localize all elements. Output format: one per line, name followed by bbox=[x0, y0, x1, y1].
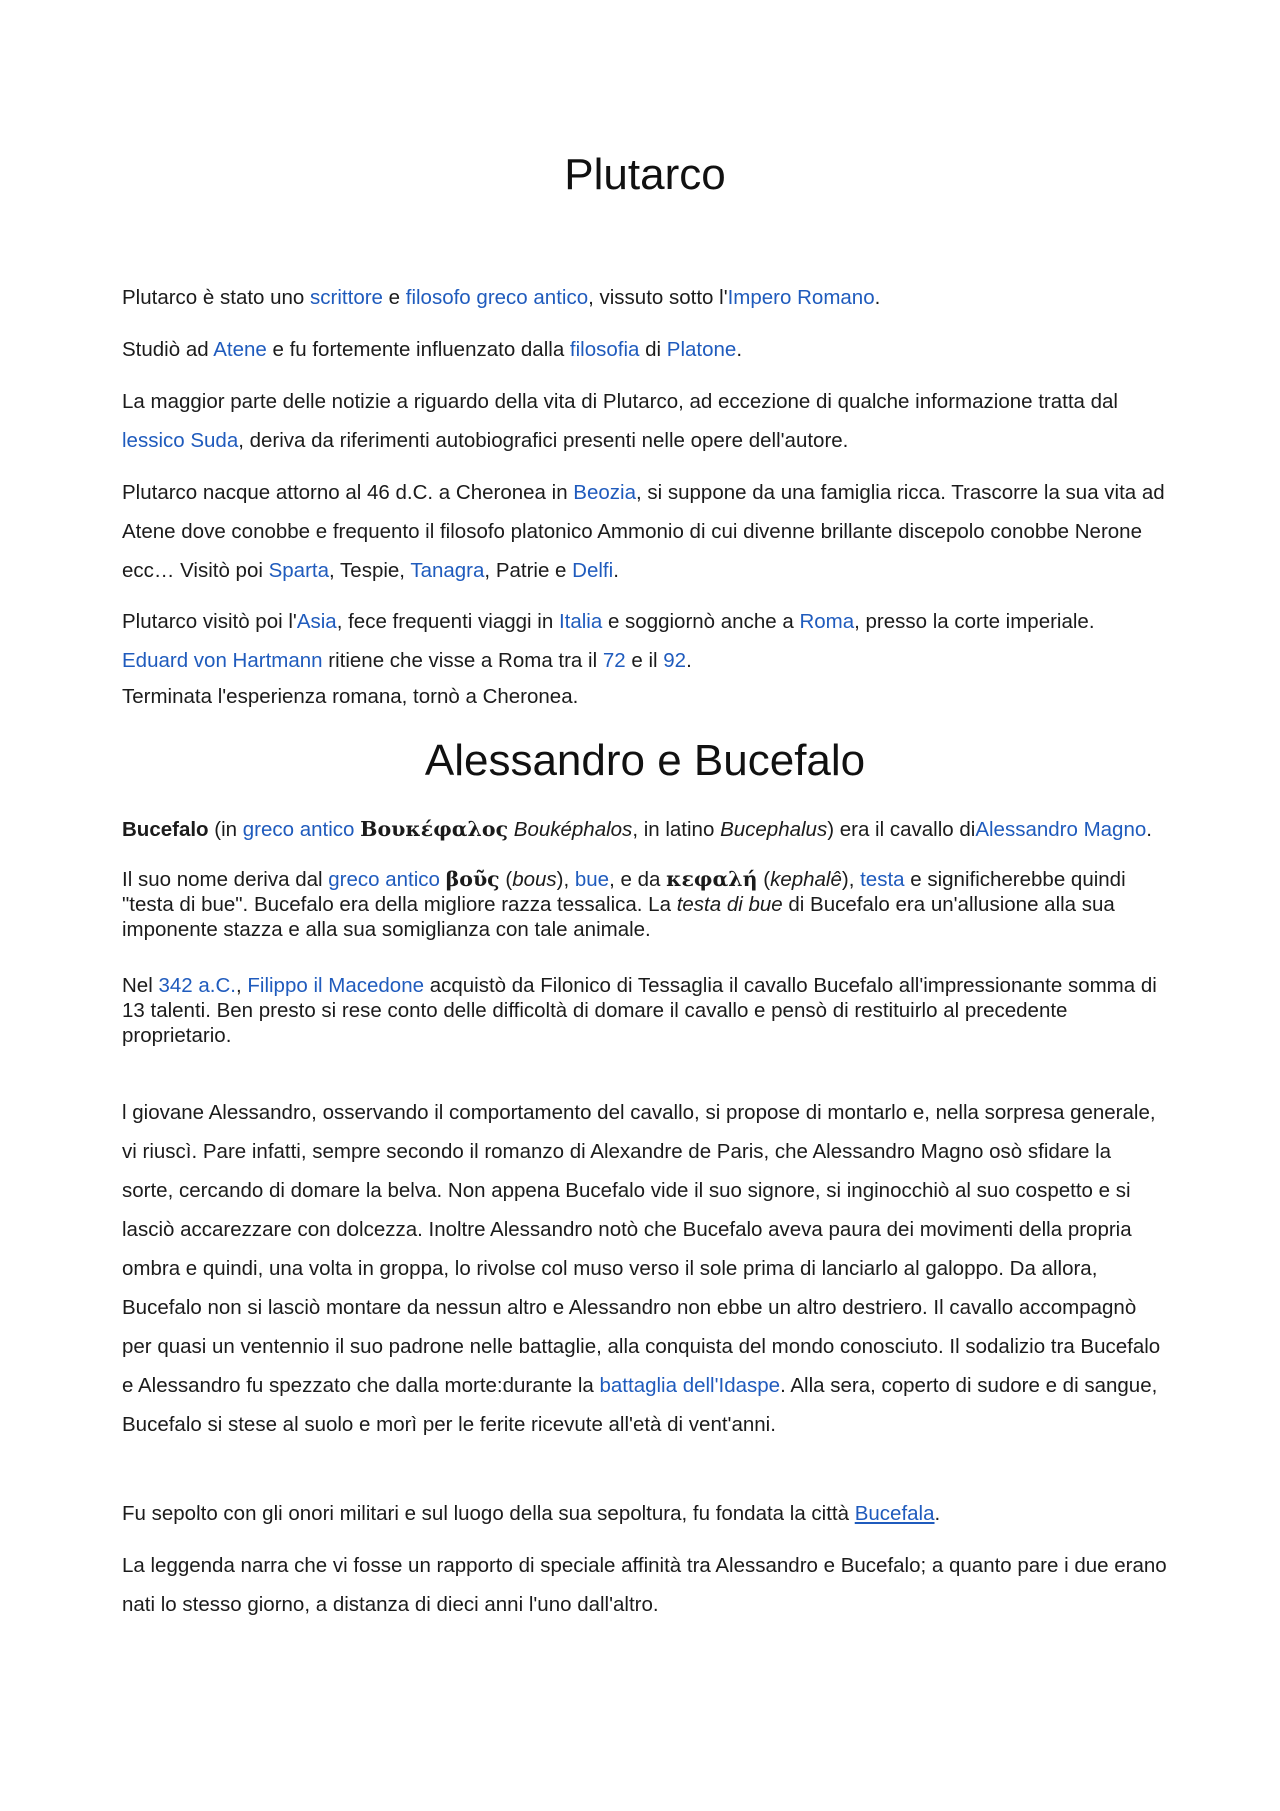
paragraph-sources: La maggior parte delle notizie a riguardo della vita di Plutarco, ad eccezione di qualche informazione tratta dal lessico Suda, deriva da riferimenti autobiografici presenti nelle opere dell'autore. bbox=[122, 390, 1118, 452]
paragraph-birth: Plutarco nacque attorno al 46 d.C. a Cheronea in Beozia, si suppone da una famiglia ricca. Trascorre la sua vita ad Atene dove conobbe e frequento il filosofo platonico Ammonio di cui divenne brillante discepolo conobbe Nerone ecc… Visitò poi Sparta, Tespie, Tanagra, Patrie e Delfi. bbox=[122, 481, 1165, 582]
paragraph-name-origin: Il suo nome deriva dal greco antico βοῦς (bous), bue, e da κεφαλή (kephalê), testa e significherebbe quindi "testa di bue". Bucefalo era della migliore razza tessalica. La testa di bue di Bucefalo era un'allusione alla sua imponente stazza e alla sua somiglianza con tale animale. bbox=[122, 867, 1126, 941]
paragraph-burial: Fu sepolto con gli onori militari e sul luogo della sua sepoltura, fu fondata la città Bucefala. bbox=[122, 1502, 941, 1525]
link-filosofo[interactable]: filosofo bbox=[405, 286, 471, 309]
link-greco-antico[interactable]: greco antico bbox=[476, 286, 589, 309]
link-filosofia[interactable]: filosofia bbox=[569, 338, 640, 361]
paragraph-intro: Plutarco è stato uno scrittore e filosofo greco antico, vissuto sotto l'Impero Romano. bbox=[122, 286, 881, 309]
link-72[interactable]: 72 bbox=[602, 649, 626, 672]
link-bue[interactable]: bue bbox=[574, 868, 610, 891]
section-title: Alessandro e Bucefalo bbox=[424, 736, 866, 785]
paragraph-purchase: Nel 342 a.C., Filippo il Macedone acquistò da Filonico di Tessaglia il cavallo Bucefalo all'impressionante somma di 13 talenti. Ben presto si rese conto delle difficoltà di domare il cavallo e pensò di restituirlo al precedente proprietario. bbox=[122, 974, 1157, 1047]
link-scrittore[interactable]: scrittore bbox=[310, 286, 383, 309]
paragraph-bucefalo-intro: Bucefalo (in greco antico Βουκέφαλος Bouképhalos, in latino Bucephalus) era il cavallo diAlessandro Magno. bbox=[122, 817, 1152, 841]
paragraph-taming: l giovane Alessandro, osservando il comportamento del cavallo, si propose di montarlo e, nella sorpresa generale, vi riuscì. Pare infatti, sempre secondo il romanzo di Alexandre de Paris, che Alessandro Magno osò sfidare la sorte, cercando di domare la belva. Non appena Bucefalo vide il suo signore, si inginocchiò al suo cospetto e si lasciò accarezzare con dolcezza. Inoltre Alessandro notò che Bucefalo aveva paura dei movimenti della propria ombra e quindi, una volta in groppa, lo rivolse col muso verso il sole prima di lanciarlo al galoppo. Da allora, Bucefalo non si lasciò montare da nessun altro e Alessandro non ebbe un altro destriero. Il cavallo accompagnò per quasi un ventennio il suo padrone nelle battaglie, alla conquista del mondo conosciuto. Il sodalizio tra Bucefalo e Alessandro fu spezzato che dalla morte:durante la battaglia dell'Idaspe. Alla sera, coperto di sudore e di sangue, Bucefalo si stese al suolo e morì per le ferite ricevute all'età di vent'anni. bbox=[122, 1101, 1161, 1436]
link-battaglia-idaspe[interactable]: battaglia dell'Idaspe bbox=[599, 1374, 781, 1397]
link-greco-antico-3[interactable]: greco antico bbox=[328, 868, 440, 891]
paragraph-legend: La leggenda narra che vi fosse un rapporto di speciale affinità tra Alessandro e Bucefalo; a quanto pare i due erano nati lo stesso giorno, a distanza di dieci anni l'uno dall'altro. bbox=[122, 1554, 1167, 1616]
link-sparta[interactable]: Sparta bbox=[268, 559, 330, 582]
link-tanagra[interactable]: Tanagra bbox=[410, 559, 485, 582]
link-342-ac[interactable]: 342 a.C. bbox=[158, 974, 236, 997]
paragraph-hartmann: Eduard von Hartmann ritiene che visse a Roma tra il 72 e il 92. bbox=[122, 649, 692, 672]
link-testa[interactable]: testa bbox=[860, 868, 905, 891]
page-title: Plutarco bbox=[564, 150, 726, 199]
link-delfi[interactable]: Delfi bbox=[572, 559, 614, 582]
link-roma[interactable]: Roma bbox=[799, 610, 855, 633]
link-filippo-il-macedone[interactable]: Filippo il Macedone bbox=[247, 974, 424, 997]
paragraph-studies: Studiò ad Atene e fu fortemente influenzato dalla filosofia di Platone. bbox=[122, 338, 743, 361]
paragraph-travels: Plutarco visitò poi l'Asia, fece frequenti viaggi in Italia e soggiornò anche a Roma, presso la corte imperiale. bbox=[122, 610, 1095, 633]
link-greco-antico-2[interactable]: greco antico bbox=[242, 818, 355, 841]
link-asia[interactable]: Asia bbox=[296, 610, 337, 633]
link-eduard-von-hartmann[interactable]: Eduard von Hartmann bbox=[122, 649, 323, 672]
link-platone[interactable]: Platone bbox=[666, 338, 737, 361]
link-atene[interactable]: Atene bbox=[213, 338, 267, 361]
link-italia[interactable]: Italia bbox=[558, 610, 603, 633]
link-alessandro-magno[interactable]: Alessandro Magno bbox=[975, 818, 1147, 841]
link-impero-romano[interactable]: Impero Romano bbox=[727, 286, 875, 309]
link-lessico-suda[interactable]: lessico Suda bbox=[122, 429, 239, 452]
link-92[interactable]: 92 bbox=[663, 649, 687, 672]
link-bucefala[interactable]: Bucefala bbox=[854, 1502, 935, 1525]
paragraph-return: Terminata l'esperienza romana, tornò a Cheronea. bbox=[122, 685, 579, 708]
link-beozia[interactable]: Beozia bbox=[573, 481, 636, 504]
